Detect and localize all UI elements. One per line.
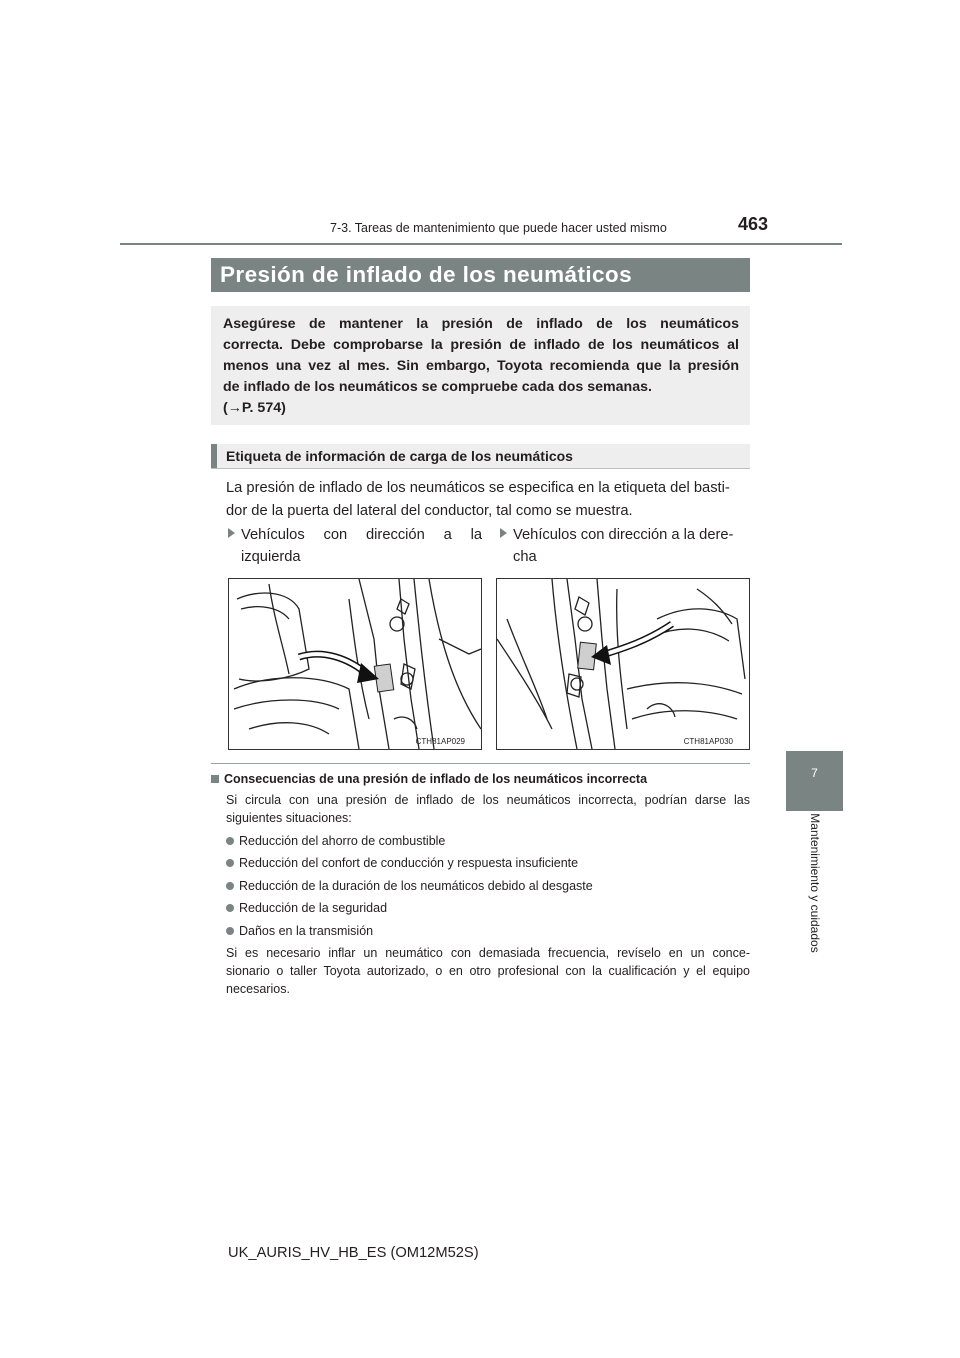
notes-section: [211, 770, 750, 998]
caption-line: Vehículos con dirección a la: [241, 527, 482, 543]
triangle-bullet-icon: [228, 528, 235, 538]
intro-line: correcta. Debe comprobarse la presión de inflado de los neumáticos al: [223, 337, 739, 353]
list-item: [211, 832, 750, 850]
door-pillar-illustration: [497, 579, 749, 749]
notes-intro: [211, 791, 750, 827]
notes-heading: [211, 770, 750, 788]
caption-line: cha: [513, 549, 537, 565]
chapter-label: Mantenimiento y cuidados: [808, 813, 822, 953]
list-item-text: Daños en la transmisión: [239, 923, 374, 938]
list-item-text: Reducción del ahorro de combustible: [239, 833, 446, 848]
body-paragraph: [226, 477, 750, 523]
intro-line: Asegúrese de mantener la presión de inflado de los neumáticos: [223, 316, 739, 332]
figure-code: CTH81AP030: [683, 737, 733, 746]
header-rule: [120, 243, 842, 245]
body-line: La presión de inflado de los neumáticos se especifica en la etiqueta del basti-: [226, 480, 730, 496]
figure-right-hand-drive: [496, 578, 750, 750]
body-line: dor de la puerta del lateral del conductor, tal como se muestra.: [226, 503, 633, 519]
notes-closing: [211, 944, 750, 998]
figure-caption-left: [228, 524, 482, 568]
notes-line: sionario o taller Toyota autorizado, o en otro profesional con la cualificación y el equipo: [226, 963, 750, 978]
circle-bullet-icon: [226, 927, 234, 935]
notes-line: Si circula con una presión de inflado de los neumáticos incorrecta, podrían darse las: [226, 793, 750, 807]
list-item: [211, 899, 750, 917]
subheading-text: Etiqueta de información de carga de los neumáticos: [226, 448, 573, 464]
caption-line: izquierda: [241, 549, 301, 565]
circle-bullet-icon: [226, 859, 234, 867]
running-header-section: 7-3. Tareas de mantenimiento que puede hacer usted mismo: [330, 221, 667, 235]
page-number: 463: [738, 214, 769, 234]
page-title: Presión de inflado de los neumáticos: [211, 258, 750, 292]
list-item-text: Reducción de la seguridad: [239, 901, 388, 915]
door-pillar-illustration: [229, 579, 481, 749]
chapter-number: 7: [811, 766, 818, 780]
circle-bullet-icon: [226, 904, 234, 912]
caption-line: Vehículos con dirección a la dere-: [513, 527, 734, 543]
figure-caption-right: [500, 524, 750, 568]
notes-line: Si es necesario inflar un neumático con demasiada frecuencia, revíselo en un conce-: [226, 945, 750, 960]
figure-left-hand-drive: [228, 578, 482, 750]
square-bullet-icon: [211, 775, 219, 783]
intro-line: menos una vez al mes. Sin embargo, Toyota recomienda que la presión: [223, 358, 739, 374]
triangle-bullet-icon: [500, 528, 507, 538]
notes-line: necesarios.: [226, 981, 290, 996]
list-item-text: Reducción de la duración de los neumáticos debido al desgaste: [239, 878, 593, 893]
notes-divider: [211, 763, 750, 764]
figure-code: CTH81AP029: [415, 737, 465, 746]
intro-line: de inflado de los neumáticos se compruebe cada dos semanas.: [223, 379, 652, 395]
circle-bullet-icon: [226, 837, 234, 845]
list-item: [211, 922, 750, 940]
circle-bullet-icon: [226, 882, 234, 890]
intro-page-reference[interactable]: (→P. 574): [223, 400, 286, 416]
footer-document-code: UK_AURIS_HV_HB_ES (OM12M52S): [228, 1245, 479, 1261]
list-item: [211, 854, 750, 872]
intro-box: [211, 306, 750, 425]
subheading-bar: [211, 444, 750, 469]
subheading-accent: [211, 444, 217, 468]
list-item-text: Reducción del confort de conducción y respuesta insuficiente: [239, 856, 579, 870]
list-item: [211, 877, 750, 895]
notes-line: siguientes situaciones:: [226, 811, 352, 825]
notes-heading-text: Consecuencias de una presión de inflado de los neumáticos incorrecta: [224, 772, 648, 786]
